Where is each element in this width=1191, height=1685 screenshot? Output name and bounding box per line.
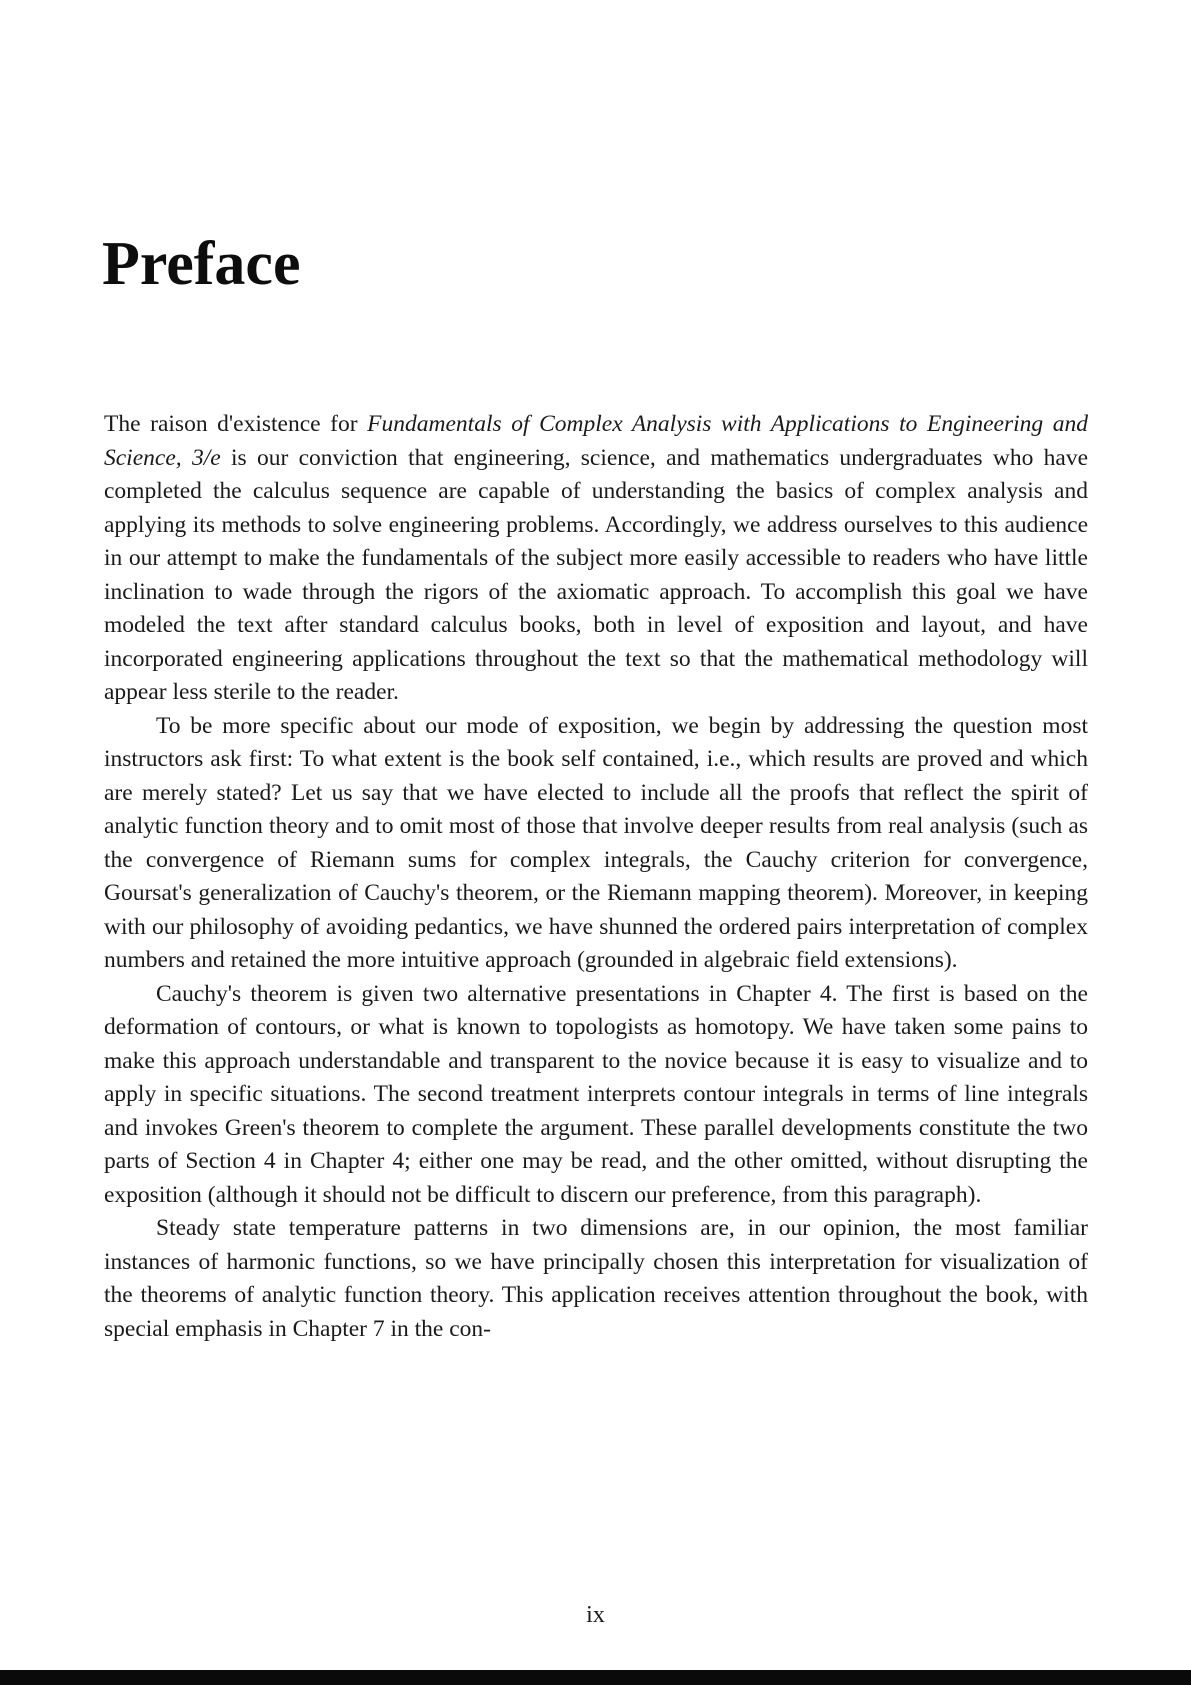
paragraph-lead: The raison d'existence for [104,411,368,437]
paragraph-2: To be more specific about our mode of exposition, we begin by addressing the question most instructors ask first: To what extent is the book self contained, i.e., which results are proved and which are merely stated? Let us say that we have elected to include all the proofs that reflect the spirit of analytic function theory and to omit most of those that involve deeper results from real analysis (such as the convergence of Riemann sums for complex integrals, the Cauchy criterion for convergence, Goursat's generalization of Cauchy's theorem, or the Riemann mapping theorem). Moreover, in keeping with our philosophy of avoiding pedantics, we have shunned the ordered pairs interpretation of complex numbers and retained the more intuitive approach (grounded in algebraic field extensions). [104,712,1088,973]
paragraph-text: is our conviction that engineering, science, and mathematics undergraduates who have completed the calculus sequence are capable of understanding the basics of complex analysis and applying its methods to solve engineering problems. Accordingly, we address ourselves to this audience in our attempt to make the fundamentals of the subject more easily accessible to readers who have little inclination to wade through the rigors of the axiomatic approach. To accomplish this goal we have modeled the text after standard calculus books, both in level of exposition and layout, and have incorporated engineering applications throughout the text so that the mathematical methodology will appear less sterile to the reader. [104,444,1088,705]
scan-bottom-edge [0,1670,1191,1685]
paragraph-3: Cauchy's theorem is given two alternative presentations in Chapter 4. The first is based on the deformation of contours, or what is known to topologists as homotopy. We have taken some pains to make this approach understandable and transparent to the novice because it is easy to visualize and to apply in specific situations. The second treatment interprets contour integrals in terms of line integrals and invokes Green's theorem to complete the argument. These parallel developments constitute the two parts of Section 4 in Chapter 4; either one may be read, and the other omitted, without disrupting the exposition (although it should not be difficult to discern our preference, from this paragraph). [104,980,1088,1208]
page-number: ix [586,1602,605,1628]
paragraph-4: Steady state temperature patterns in two dimensions are, in our opinion, the most familiar instances of harmonic functions, so we have principally chosen this interpretation for visualization of the theorems of analytic function theory. This application receives attention throughout the book, with special emphasis in Chapter 7 in the con- [104,1215,1088,1342]
book-title-italic: Fundamentals of Complex Analysis with Applications to Engineering and Science, 3/e [104,411,1088,471]
page-title: Preface [102,230,301,298]
preface-body [104,408,1088,1346]
paragraph-1 [104,408,1088,710]
